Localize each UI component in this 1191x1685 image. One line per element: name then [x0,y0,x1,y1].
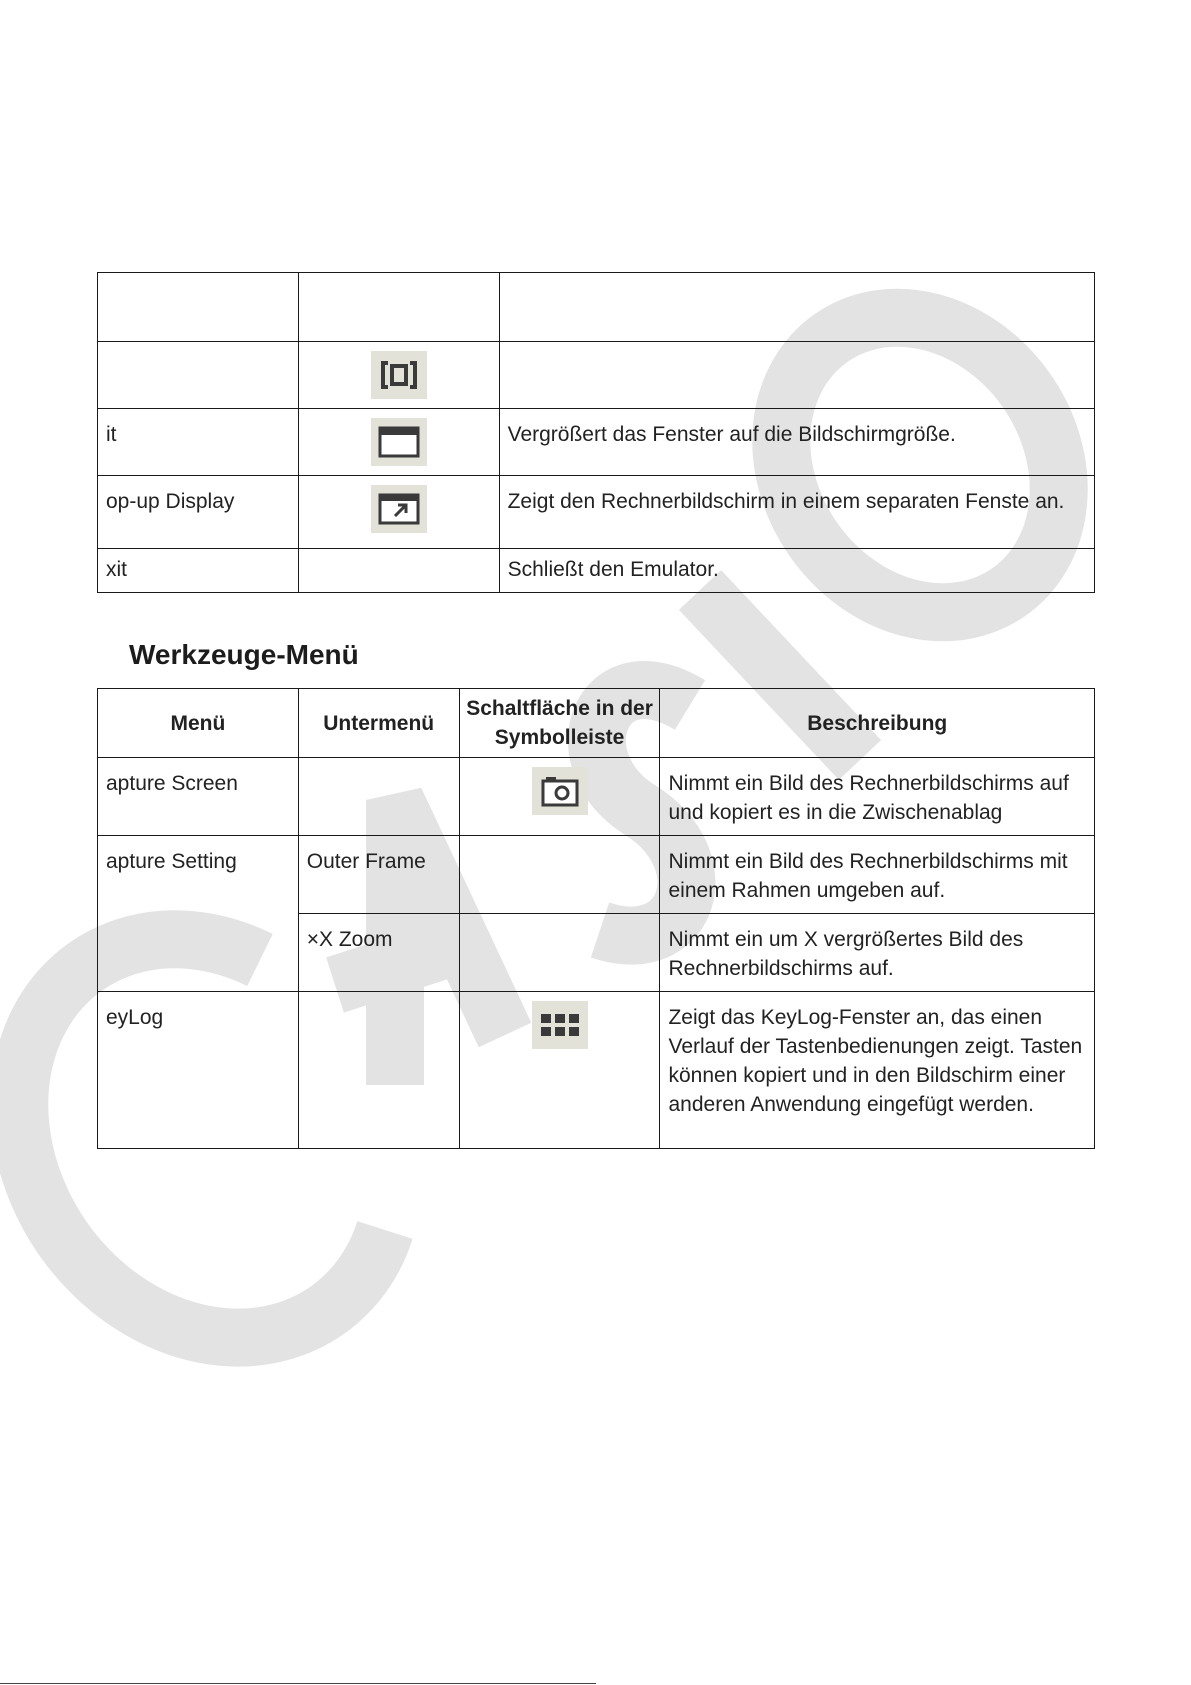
table-cell: Nimmt ein Bild des Rechnerbildschirms mit einem Rahmen umgeben auf. [660,836,1095,914]
header-menu: Menü [98,689,299,758]
table-cell: Schließt den Emulator. [499,549,1094,593]
table-cell: apture Setting [98,836,299,992]
table-cell: it [98,409,299,476]
table-cell [298,342,499,409]
table-cell [459,914,660,992]
fit-frame-icon [371,351,427,399]
table-cell: Zeigt das KeyLog-Fenster an, das einen Verlauf der Tastenbedienungen zeigt. Tasten können kopiert und in den Bildschirm einer anderen Anwendung eingefügt werden. [660,992,1095,1149]
maximize-window-icon [371,418,427,466]
tools-menu-table [97,688,1095,1149]
camera-icon [532,767,588,815]
table-cell: Nimmt ein Bild des Rechnerbildschirms auf und kopiert es in die Zwischenablag [660,758,1095,836]
footer-rule [0,1683,596,1684]
section-title: Werkzeuge-Menü [129,639,359,670]
table-cell: xit [98,549,299,593]
table-cell [459,836,660,914]
table-cell: op-up Display [98,476,299,549]
table-row [98,549,1095,593]
header-submenu: Untermenü [298,689,459,758]
table-cell: apture Screen [98,758,299,836]
table-row [98,476,1095,549]
popup-display-icon [371,485,427,533]
table-cell [298,758,459,836]
table-cell: ×X Zoom [298,914,459,992]
table-cell [298,409,499,476]
table-cell [98,342,299,409]
table-cell: Nimmt ein um X vergrößertes Bild des Rechnerbildschirms auf. [660,914,1095,992]
table-cell: eyLog [98,992,299,1149]
table-cell [499,273,1094,342]
table-row [98,273,1095,342]
table-cell [298,992,459,1149]
table-header-row [98,689,1095,758]
table-cell [298,476,499,549]
table-row [98,758,1095,836]
table-cell [459,992,660,1149]
table-cell: Outer Frame [298,836,459,914]
keylog-grid-icon [532,1001,588,1049]
table-cell [298,273,499,342]
table-cell: Zeigt den Rechnerbildschirm in einem separaten Fenste an. [499,476,1094,549]
table-cell: Vergrößert das Fenster auf die Bildschirmgröße. [499,409,1094,476]
table-cell [499,342,1094,409]
header-description: Beschreibung [660,689,1095,758]
header-toolbar-button: Schaltfläche in der Symbolleiste [459,689,660,758]
table-cell [98,273,299,342]
table-cell [298,549,499,593]
table-row [98,409,1095,476]
table-cell [459,758,660,836]
table-row [98,342,1095,409]
table-row [98,992,1095,1149]
view-menu-table [97,272,1095,593]
table-row [98,836,1095,914]
